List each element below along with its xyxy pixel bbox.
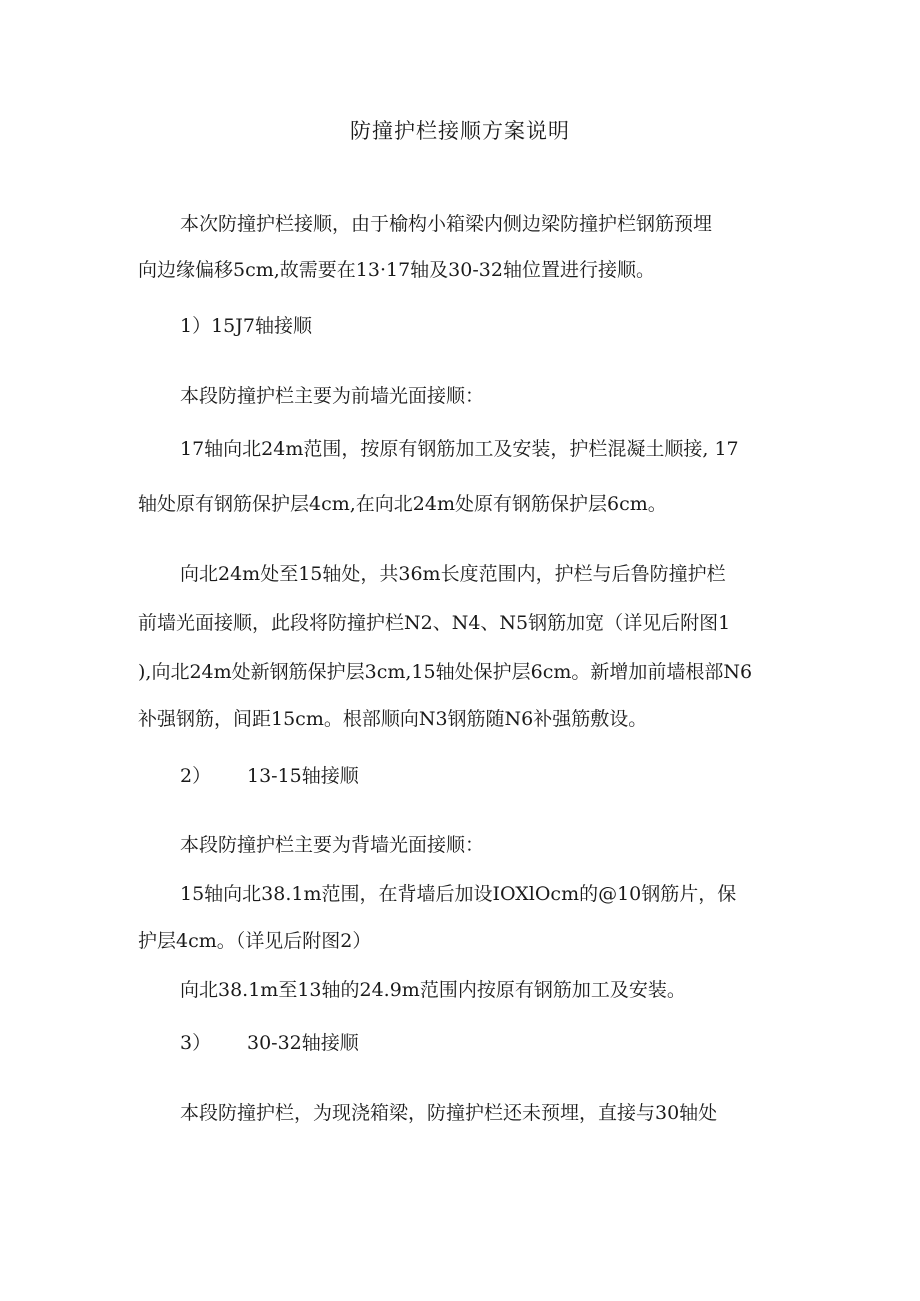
section1-heading: 1）15J7轴接顺 [180, 315, 312, 337]
section2-para2: 向北38.1m至13轴的24.9m范围内按原有钢筋加工及安装。 [180, 979, 686, 1001]
section1-para1-line-1: 17轴向北24m范围，按原有钢筋加工及安装，护栏混凝土顺接, 17 [180, 438, 739, 460]
section1-lead: 本段防撞护栏主要为前墙光面接顺： [180, 385, 485, 407]
intro-line-1: 本次防撞护栏接顺，由于榆构小箱梁内侧边梁防撞护栏钢筋预埋 [180, 213, 713, 235]
section2-para1-line-2: 护层4cm。（详见后附图2） [138, 930, 372, 952]
section1-para1-line-2: 轴处原有钢筋保护层4cm,在向北24m处原有钢筋保护层6cm。 [138, 493, 667, 515]
section3-para1: 本段防撞护栏，为现浇箱梁，防撞护栏还未预埋，直接与30轴处 [180, 1102, 718, 1124]
section1-para2-line-1: 向北24m处至15轴处，共36m长度范围内，护栏与后鲁防撞护栏 [180, 563, 726, 585]
section2-heading-text: 13-15轴接顺 [247, 765, 359, 787]
document-title: 防撞护栏接顺方案说明 [350, 119, 570, 143]
section1-para2-line-3: ),向北24m处新钢筋保护层3cm,15轴处保护层6cm。新增加前墙根部N6 [138, 661, 753, 683]
section2-lead: 本段防撞护栏主要为背墙光面接顺： [180, 834, 485, 856]
section1-para2-line-2: 前墙光面接顺，此段将防撞护栏N2、N4、N5钢筋加宽（详见后附图1 [138, 612, 731, 634]
section2-heading-number: 2） [180, 765, 212, 787]
section2-para1-line-1: 15轴向北38.1m范围，在背墙后加设IOXlOcm的@10钢筋片，保 [180, 883, 737, 905]
section3-heading-text: 30-32轴接顺 [247, 1032, 359, 1054]
section1-para2-line-4: 补强钢筋，间距15cm。根部顺向N3钢筋随N6补强筋敷设。 [138, 708, 648, 730]
intro-line-2: 向边缘偏移5cm,故需要在13·17轴及30-32轴位置进行接顺。 [138, 259, 655, 281]
section3-heading-number: 3） [180, 1032, 212, 1054]
